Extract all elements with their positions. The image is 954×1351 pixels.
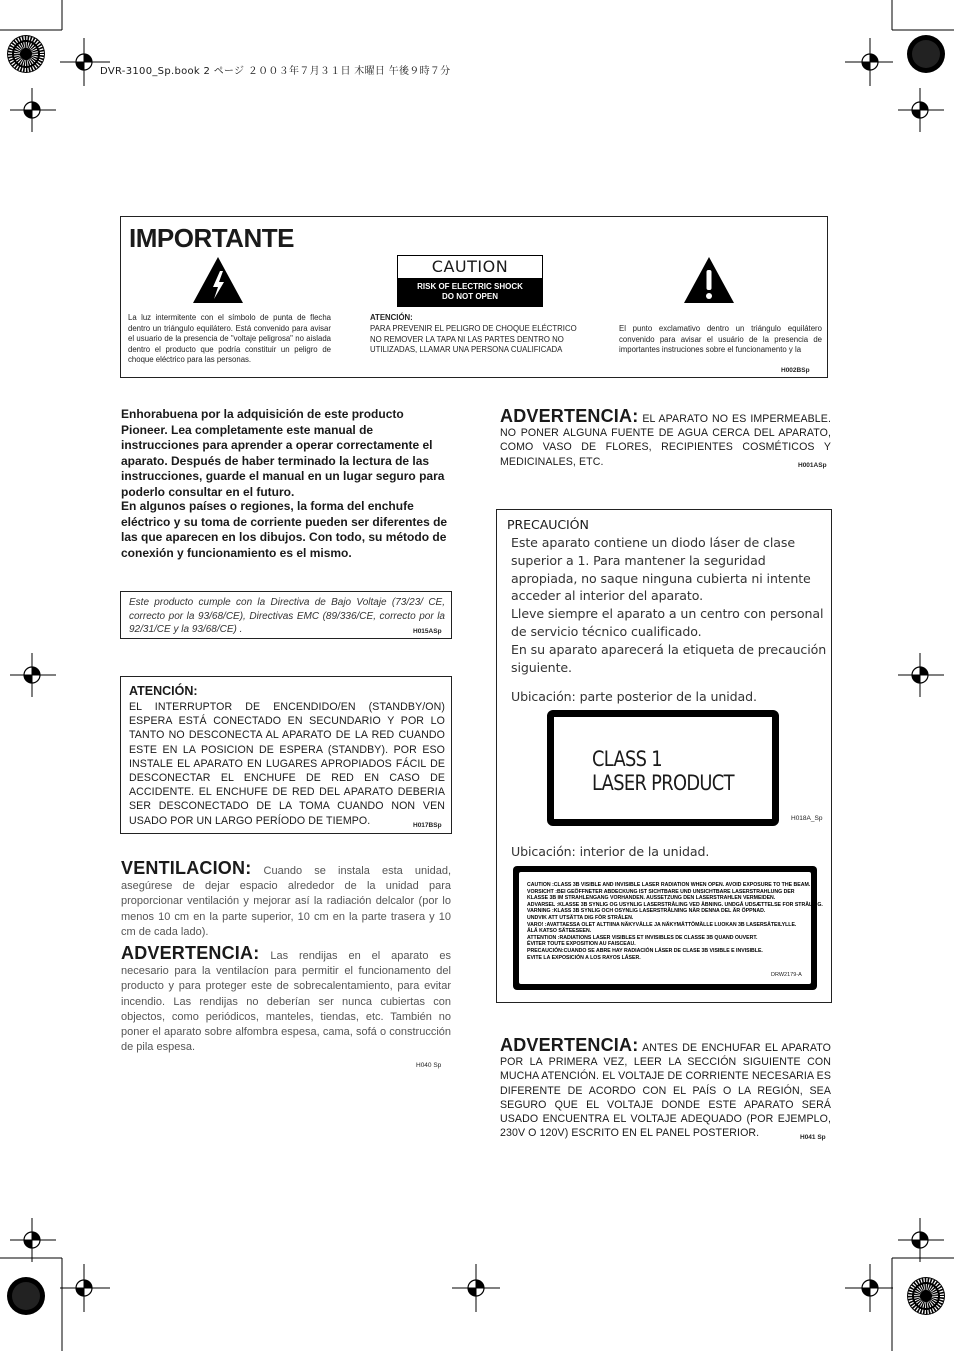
laser-row: ÉVITER TOUTE EXPOSITION AU FAISCEAU. <box>527 941 636 948</box>
class1-code: H018A_Sp <box>791 815 823 822</box>
directiva-box <box>120 591 452 639</box>
class1-line2: LASER PRODUCT <box>592 771 734 795</box>
laser-row: ADVARSEL :KLASSE 3B SYNLIG OG USYNLIG LASERSTRÅLING VED ÅBNING. UNDGÅ UDSÆTTELSE FOR STRÅLING. <box>527 901 823 908</box>
precaucion-body <box>511 534 829 676</box>
precaucion-line: superior a 1. Para mantener la seguridad <box>511 552 766 568</box>
precaucion-line: Este aparato contiene un diodo láser de clase <box>511 535 795 550</box>
advertencia-agua-code: H001ASp <box>798 462 827 469</box>
precaucion-line: apropiada, no saque ninguna cubierta ni intente <box>511 570 811 586</box>
advertencia-ventilacion-section <box>121 943 451 1055</box>
laser-row: CAUTION :CLASS 3B VISIBLE AND INVISIBLE LASER RADIATION WHEN OPEN. AVOID EXPOSURE TO THE BEAM. <box>527 882 811 888</box>
laser-row: VARNING :KLASS 3B SYNLIG OCH OSYNLIG LASERSTRÅLNING NÄR DENNA DEL ÄR ÖPPNAD. <box>527 908 766 915</box>
laser-warning-label-inner <box>519 872 823 984</box>
laser-row: ÄLÄ KATSO SÄTEESEEN. <box>527 928 592 935</box>
importante-middle-heading: ATENCIÓN: <box>370 313 413 322</box>
importante-title: IMPORTANTE <box>129 223 294 253</box>
intro-paragraph-2: En algunos países o regiones, la forma del enchufe eléctrico y su toma de corriente pueden ser diferentes de las que aparecen en los dibujos. Con todo, su método de conexión y funcionamiento es el mismo. <box>121 499 448 560</box>
advertencia-agua-text: EL APARATO NO ES IMPERMEABLE. NO PONER ALGUNA FUENTE DE AGUA CERCA DEL APARATO, COMO VASO DE FLORES, RECIPIENTES COSMÉTICOS Y MEDICINALES, ETC. <box>500 413 831 468</box>
advertencia-agua-heading: ADVERTENCIA: <box>500 406 639 426</box>
atencion-text: EL INTERRUPTOR DE ENCENDIDO/EN (STANDBY/ON) ESPERA ESTÁ CONECTADO EN SECUNDARIO Y POR LO TANTO NO DESCONECTA AL APARATO DE LA RED CUANDO ESTE EN LA POSICION DE ESPERA (STANDBY). POR ESO INSTALE EL APARATO EN LUGARES APROPIADOS FÁCIL DE DESCONECTAR EL ENCHUFE DE RED EN CASO DE ACCIDENTE. EL ENCHUFE DE RED DEL APARATO DEBERIA SER DESCONECTADO DE LA TOMA CUANDO NON VEN USADO POR UN LARGO PERÍODO DE TIEMPO. <box>129 701 445 827</box>
precaucion-line: En su aparato aparecerá la etiqueta de precaución <box>511 641 827 657</box>
precaucion-box <box>496 509 832 1003</box>
laser-warning-label <box>513 866 823 990</box>
laser-row: VARO! :AVATTAESSA OLET ALTTIINA NÄKYVÄLLE JA NÄKYMÄTTÖMÄLLE LUOKAN 3B LASERSÄTEILYLLE. <box>527 921 797 928</box>
laser-warning-rows <box>527 882 823 961</box>
ventilacion-heading: VENTILACION: <box>121 858 252 878</box>
caution-sign-line2: DO NOT OPEN <box>441 292 498 301</box>
laser-row: PRECAUCIÓN:CUANDO SE ABRE HAY RADIACIÓN LÁSER DE CLASE 3B VISIBLE E INVISIBLE. <box>527 947 763 954</box>
caution-sign-top: CAUTION <box>398 256 542 278</box>
caution-sign <box>397 255 543 307</box>
precaucion-heading: PRECAUCIÓN <box>507 517 589 532</box>
precaucion-line: de servicio técnico cualificado. <box>511 623 702 639</box>
importante-code: H002BSp <box>781 367 810 374</box>
laser-row: ATTENTION :RADIATIONS LASER VISIBLES ET INVISIBLES DE CLASSE 3B QUAND OUVERT. <box>527 934 758 941</box>
location-rear-label: Ubicación: parte posterior de la unidad. <box>511 689 757 704</box>
advertencia-enchufe-code: H041 Sp <box>800 1134 826 1141</box>
laser-label-code: DRW2179-A <box>771 972 802 978</box>
advertencia-enchufe-text: ANTES DE ENCHUFAR EL APARATO POR LA PRIMERA VEZ, LEER LA SECCIÓN SIGUIENTE CON MUCHA ATENCIÓN. EL VOLTAJE DE CORRIENTE NECESARIA ES DIFERENTE DE ACORDO CON EL PAÍS O LA REGIÓN, SEA SEGURO QUE EL VOLTAJE DONDE ESTE APARATO SERÁ USADO ENCUENTRA EL VOLTAJE ADEQUADO (POR EJEMPLO, 230V O 120V) ESCRITO EN EL PANEL POSTERIOR. <box>500 1042 831 1140</box>
precaucion-line: acceder al interior del aparato. <box>511 588 703 604</box>
importante-middle-text: PARA PREVENIR EL PELIGRO DE CHOQUE ELÉCTRICO NO REMOVER LA TAPA NI LAS PARTES DENTRO NO UTILIZADAS, LLAMAR UNA PERSONA CUALIFICADA <box>370 324 577 355</box>
advertencia-enchufe-section <box>500 1035 831 1140</box>
laser-row: EVITE LA EXPOSICIÓN A LOS RAYOS LÁSER. <box>527 954 641 961</box>
precaucion-line: siguiente. <box>511 659 572 675</box>
atencion-code: H017BSp <box>413 822 442 829</box>
advertencia-agua-section <box>500 406 831 469</box>
location-inner-label: Ubicación: interior de la unidad. <box>511 844 710 859</box>
ventilacion-section <box>121 858 451 940</box>
directiva-text: Este producto cumple con la Directiva de Bajo Voltaje (73/23/ CE, correcto por la 93/68/CE), Directivas EMC (89/336/CE, correcto por la 92/31/CE y la 93/68/CE) . <box>129 597 445 635</box>
file-header-line: DVR-3100_Sp.book 2 ページ ２００３年７月３１日 木曜日 午後９時７分 <box>100 66 451 77</box>
lightning-warning-icon <box>191 255 245 305</box>
intro-paragraph-1: Enhorabuena por la adquisición de este producto Pioneer. Lea completamente este manual de instrucciones para aprender a operar correctamente el aparato. Después de haber terminado la lectura de las instrucciones, guarde el manual en un lugar seguro para poderlo consultar en el futuro. <box>121 407 445 499</box>
atencion-box <box>120 676 452 834</box>
class1-laser-label <box>547 710 779 826</box>
ventilacion-text: Cuando se instala esta unidad, asegúrese de dejar espacio alrededor de la unidad para proporcionar ventilación y mejorar así la radiación delcalor (por lo menos 10 cm en la parte superior, 10 cm en la parte trasera y 10 cm de cada lado). <box>121 865 451 938</box>
importante-box <box>120 216 828 378</box>
importante-left-text: La luz intermitente con el símbolo de punta de flecha dentro un triángulo equilátero. Está convenido para avisar el usuario de la presencia de "voltaje peligrosa" no aislada dentro el producto que podría constituir un peligro de choque eléctrico para las personas. <box>128 313 331 365</box>
exclamation-warning-icon <box>682 255 736 305</box>
precaucion-line: Lleve siempre el aparato a un centro con personal <box>511 606 824 622</box>
laser-row: KLASSE 3B IM STRAHLENGANG VORHANDEN. AUSSETZUNG DEN LASERSTRAHLEN VERMEIDEN. <box>527 895 776 902</box>
advertencia-ventilacion-heading: ADVERTENCIA: <box>121 943 260 963</box>
advertencia-ventilacion-code: H040 Sp <box>416 1062 442 1069</box>
importante-right-text: El punto exclamativo dentro un triángulo equilátero convenido para avisar el usuário de la presencia de importantes instruciones sobre el funcionamento y la <box>619 324 822 355</box>
advertencia-enchufe-heading: ADVERTENCIA: <box>500 1035 639 1055</box>
laser-row: VORSICHT :BEI GEÖFFNETER ABDECKUNG IST SICHTBARE UND UNSICHTBARE LASERSTRAHLUNG DER <box>527 888 795 895</box>
directiva-code: H015ASp <box>413 628 442 635</box>
advertencia-ventilacion-text: Las rendijas en el aparato es necesario para la ventilacíon para permitir el funcionamento del producto y para proteger este de sobrecalentamiento, para evitar incendio. Las rendijas no deberían ser nunca cubiertas con objectos, como periódicos, manteles, tiendas, etc. También no poner el aparato sobre alfombra espesa, cama, sofá o construcción de pila espesa. <box>121 950 451 1054</box>
atencion-heading: ATENCIÓN: <box>129 684 198 698</box>
class1-line1: CLASS 1 <box>592 747 662 771</box>
caution-sign-line1: RISK OF ELECTRIC SHOCK <box>417 282 523 291</box>
laser-row: UNDVIK ATT UTSÄTTA DIG FÖR STRÅLEN. <box>527 914 634 921</box>
caution-sign-bottom <box>398 278 542 306</box>
